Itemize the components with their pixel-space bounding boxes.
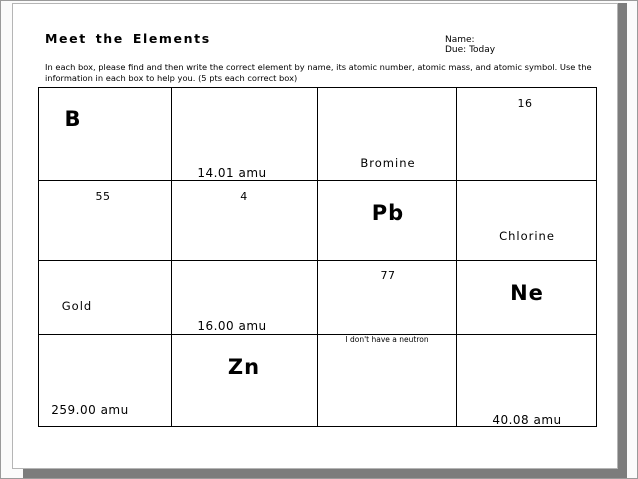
grid-cell — [318, 88, 457, 181]
cell-atomic-number: 55 — [95, 190, 111, 203]
grid-cell — [39, 88, 172, 181]
grid-row — [39, 181, 597, 261]
grid-cell — [457, 261, 597, 335]
cell-symbol: Pb — [371, 201, 405, 225]
cell-atomic-number: 77 — [380, 269, 396, 282]
cell-element-name: Chlorine — [499, 229, 555, 243]
grid-row — [39, 335, 597, 427]
cell-element-name: Bromine — [360, 156, 416, 170]
cell-atomic-number: 16 — [517, 97, 533, 110]
instructions-text: In each box, please find and then write the correct element by name, its atomic number, atomic mass, and atomic symbol. Use the information in each box to help you. (5 pts each correct box) — [45, 62, 592, 83]
grid-cell — [457, 181, 597, 261]
grid-cell — [457, 88, 597, 181]
grid-cell — [172, 335, 318, 427]
cell-hint: I don't have a neutron — [345, 335, 429, 344]
cell-element-name: Gold — [61, 299, 93, 313]
grid-cell — [39, 261, 172, 335]
grid-cell — [318, 335, 457, 427]
cell-atomic-number: 4 — [240, 190, 248, 203]
grid-cell — [172, 181, 318, 261]
grid-cell — [318, 181, 457, 261]
cell-symbol: B — [64, 107, 82, 131]
grid-cell — [172, 88, 318, 181]
cell-symbol: Ne — [510, 281, 544, 305]
cell-atomic-mass: 14.01 amu — [197, 166, 267, 180]
grid-cell — [39, 181, 172, 261]
grid-cell — [457, 335, 597, 427]
grid-row — [39, 88, 597, 181]
grid-cell — [39, 335, 172, 427]
grid-cell — [172, 261, 318, 335]
cell-symbol: Zn — [227, 355, 261, 379]
name-field-label: Name: — [445, 35, 475, 45]
grid-cell — [318, 261, 457, 335]
cell-atomic-mass: 259.00 amu — [51, 403, 129, 417]
grid-row — [39, 261, 597, 335]
element-grid — [38, 87, 597, 427]
worksheet-title: Meet the Elements — [45, 31, 211, 46]
cell-atomic-mass: 40.08 amu — [492, 413, 562, 427]
due-date-label: Due: Today — [445, 45, 496, 55]
cell-atomic-mass: 16.00 amu — [197, 319, 267, 333]
